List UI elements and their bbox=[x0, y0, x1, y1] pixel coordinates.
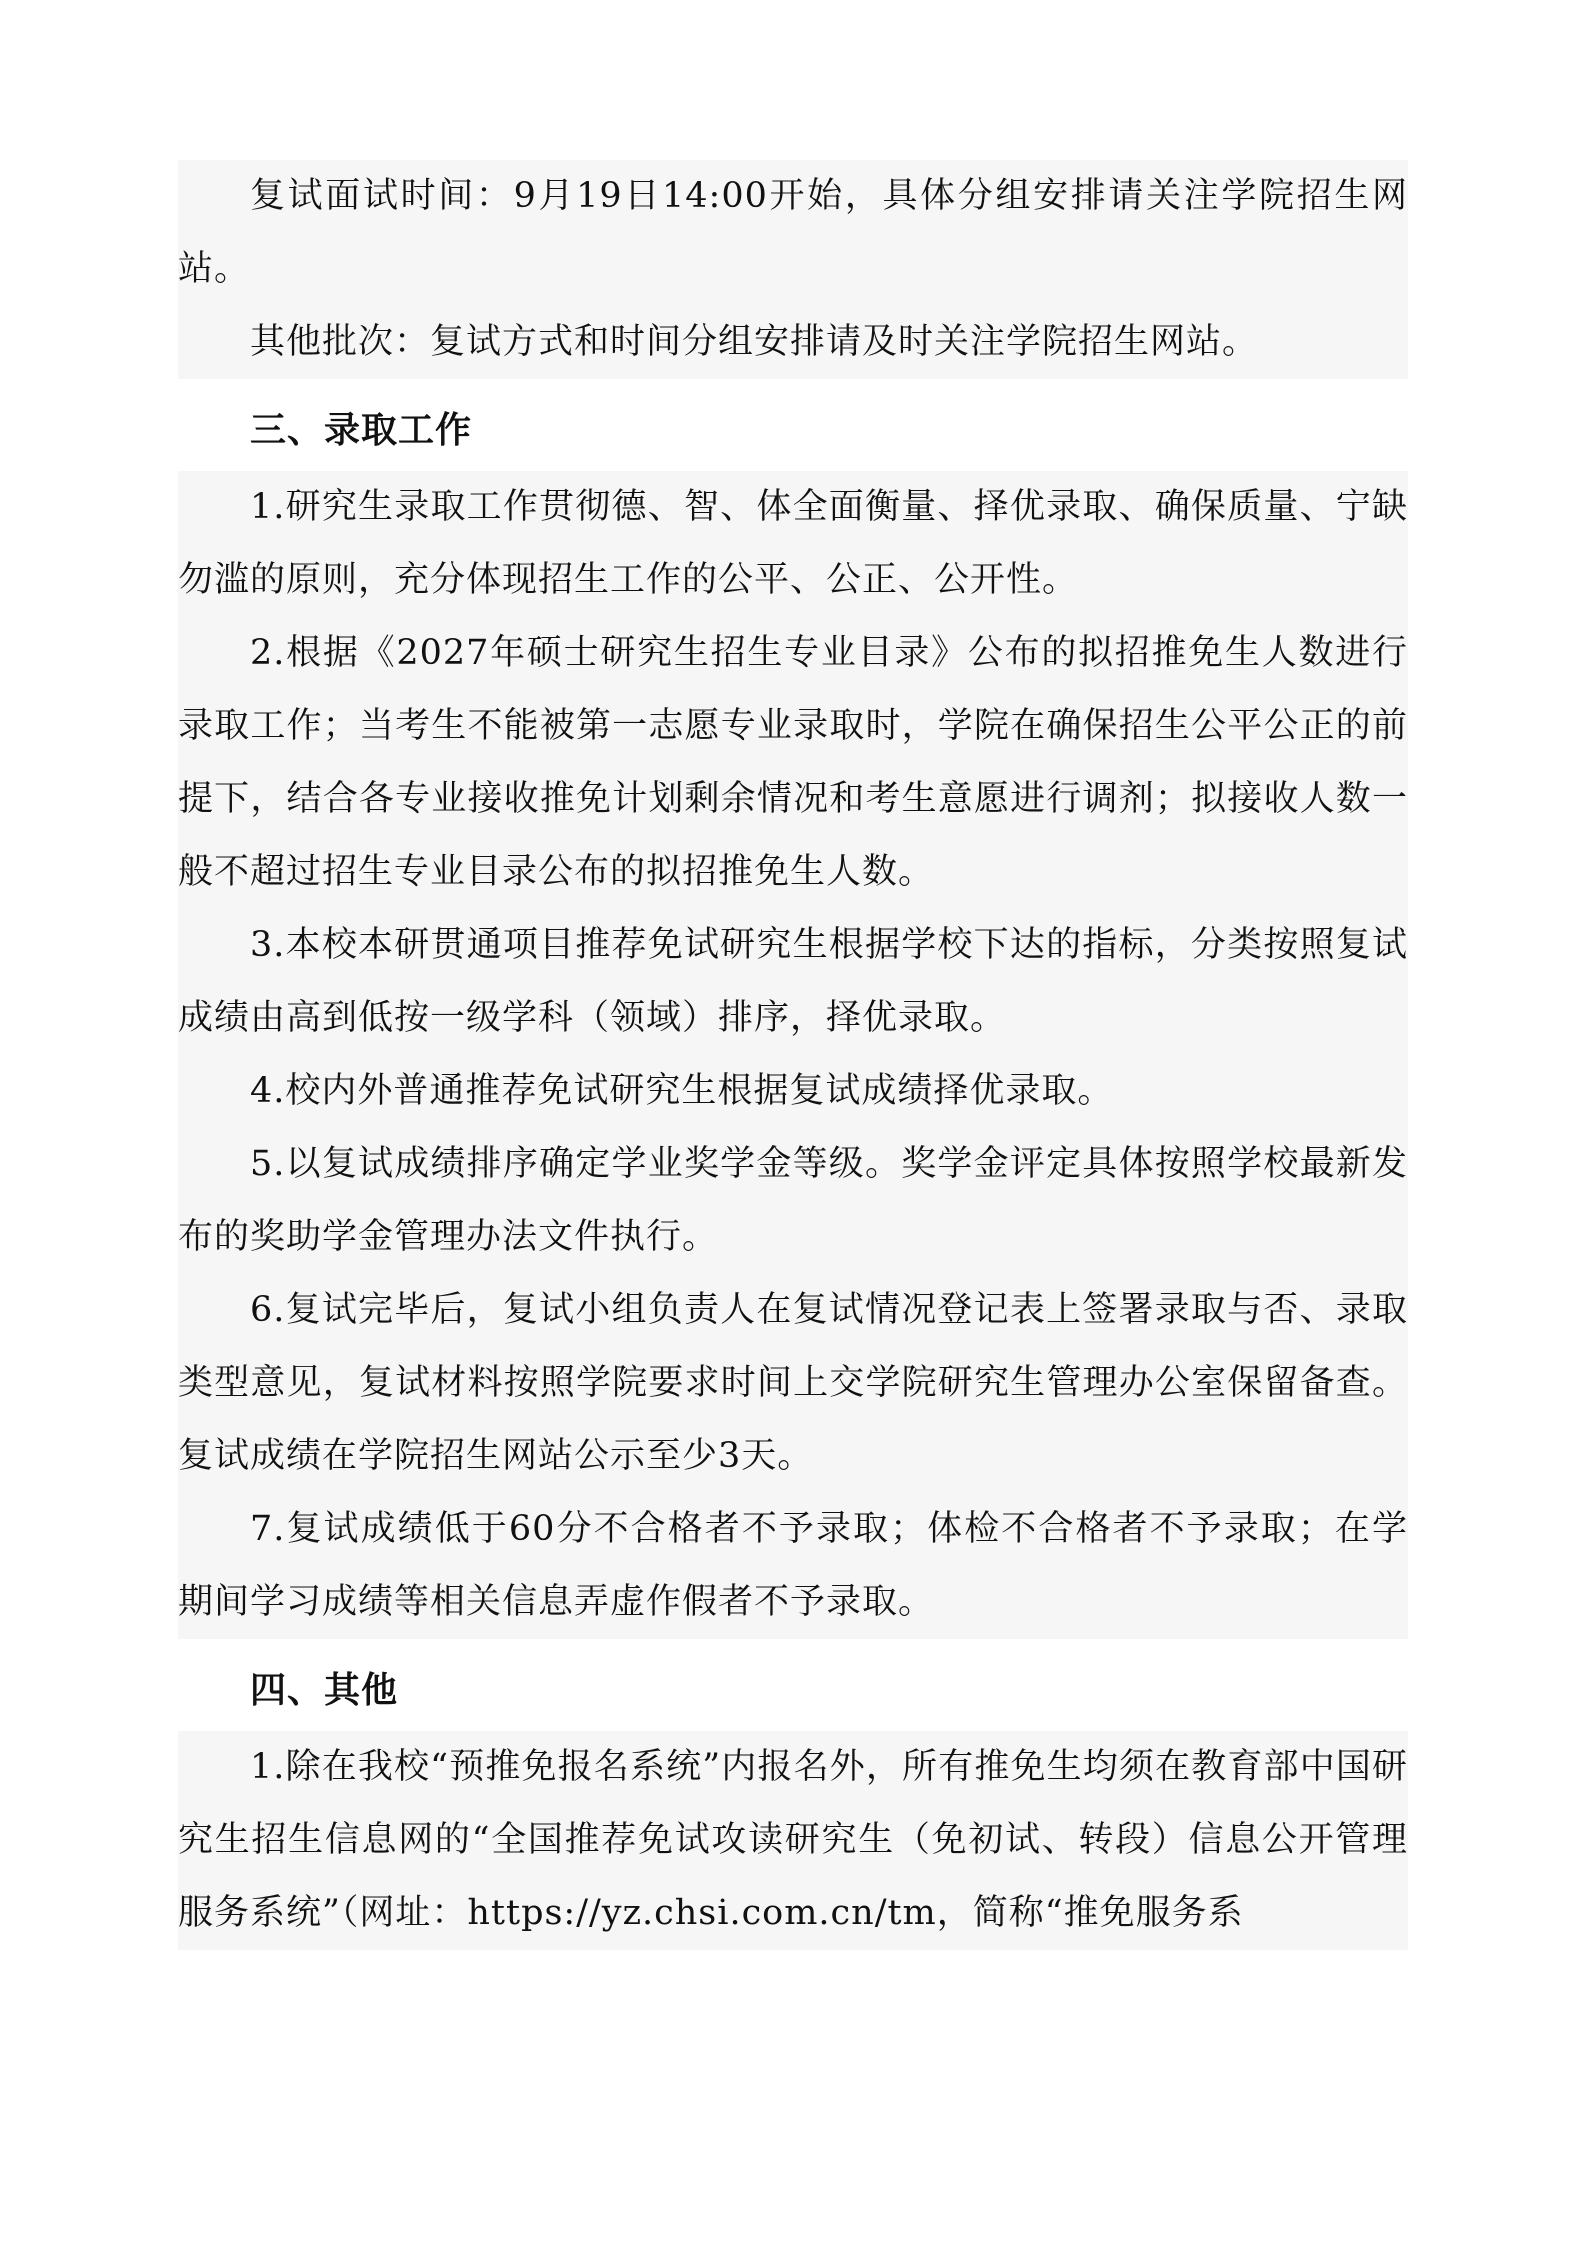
other-item-1: 1.除在我校“预推免报名系统”内报名外，所有推免生均须在教育部中国研究生招生信息网的“全国推荐免试攻读研究生（免初试、转段）信息公开管理服务系统”（网址：https://yz.chsi.com.cn/tm，简称“推免服务系 bbox=[178, 1747, 1408, 1933]
admission-item-1: 1.研究生录取工作贯彻德、智、体全面衡量、择优录取、确保质量、宁缺勿滥的原则，充分体现招生工作的公平、公正、公开性。 bbox=[178, 487, 1408, 600]
admission-item-5: 5.以复试成绩排序确定学业奖学金等级。奖学金评定具体按照学校最新发布的奖助学金管理办法文件执行。 bbox=[178, 1144, 1408, 1257]
section-heading-admission: 三、录取工作 bbox=[250, 410, 473, 451]
admission-item-4: 4.校内外普通推荐免试研究生根据复试成绩择优录取。 bbox=[250, 1071, 1114, 1111]
admission-item-6: 6.复试完毕后，复试小组负责人在复试情况登记表上签署录取与否、录取类型意见，复试材料按照学院要求时间上交学院研究生管理办公室保留备查。复试成绩在学院招生网站公示至少3天。 bbox=[178, 1290, 1408, 1476]
admission-items bbox=[178, 471, 1408, 1639]
other-batches-paragraph: 其他批次：复试方式和时间分组安排请及时关注学院招生网站。 bbox=[250, 322, 1259, 362]
admission-item-2: 2.根据《2027年硕士研究生招生专业目录》公布的拟招推免生人数进行录取工作；当考生不能被第一志愿专业录取时，学院在确保招生公平公正的前提下，结合各专业接收推免计划剩余情况和考生意愿进行调剂；拟接收人数一般不超过招生专业目录公布的拟招推免生人数。 bbox=[178, 633, 1408, 892]
other-items bbox=[178, 1731, 1408, 1950]
admission-item-3: 3.本校本研贯通项目推荐免试研究生根据学校下达的指标，分类按照复试成绩由高到低按一级学科（领域）排序，择优录取。 bbox=[178, 925, 1408, 1038]
document-body bbox=[178, 160, 1408, 1950]
interview-block bbox=[178, 160, 1408, 379]
interview-time-paragraph: 复试面试时间：9月19日14:00开始，具体分组安排请关注学院招生网站。 bbox=[178, 176, 1408, 289]
section-heading-other: 四、其他 bbox=[250, 1670, 399, 1711]
admission-item-7: 7.复试成绩低于60分不合格者不予录取；体检不合格者不予录取；在学期间学习成绩等相关信息弄虚作假者不予录取。 bbox=[178, 1509, 1408, 1622]
